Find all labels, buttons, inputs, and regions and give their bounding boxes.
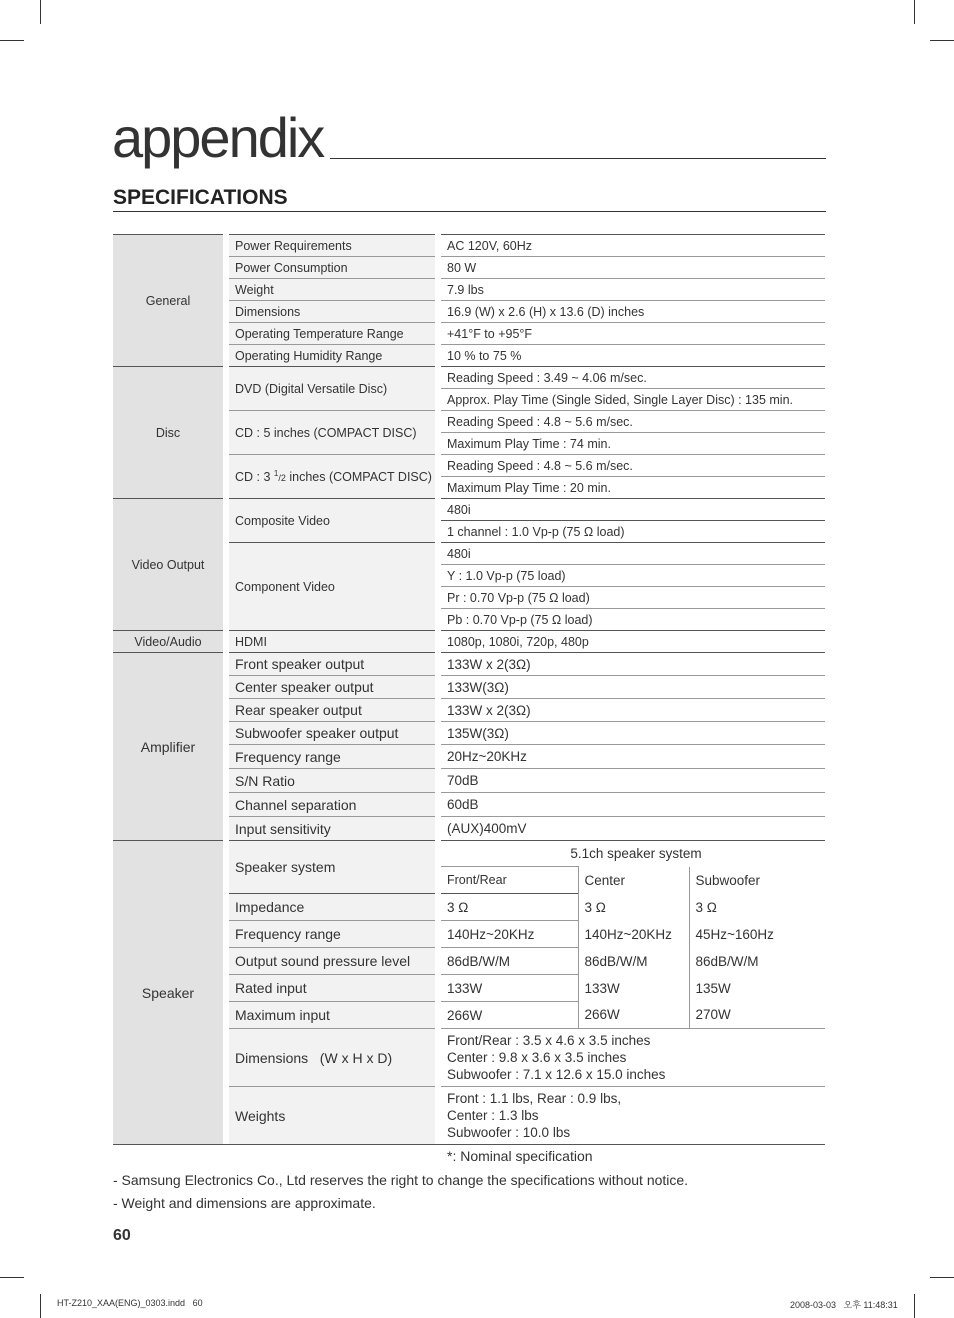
spec-value: 480i — [441, 543, 825, 565]
spec-value: 133W x 2(3Ω) — [441, 699, 825, 722]
spec-label: Subwoofer speaker output — [229, 722, 435, 745]
spec-label: Rated input — [229, 975, 435, 1002]
spec-label: Operating Humidity Range — [229, 345, 435, 367]
weight-line: Front : 1.1 lbs, Rear : 0.9 lbs, — [447, 1091, 622, 1106]
spec-value: (AUX)400mV — [441, 817, 825, 841]
dimension-line: Front/Rear : 3.5 x 4.6 x 3.5 inches — [447, 1033, 651, 1048]
crop-mark — [914, 1294, 915, 1318]
spec-value: 7.9 lbs — [441, 279, 825, 301]
spec-value — [441, 1029, 825, 1087]
spec-label: Weight — [229, 279, 435, 301]
category-video-audio: Video/Audio — [113, 631, 223, 653]
spec-value: Pb : 0.70 Vp-p (75 Ω load) — [441, 609, 825, 631]
spec-value: Reading Speed : 4.8 ~ 5.6 m/sec. — [441, 455, 825, 477]
spec-label: Center speaker output — [229, 676, 435, 699]
spec-label: Input sensitivity — [229, 817, 435, 841]
spec-value: 16.9 (W) x 2.6 (H) x 13.6 (D) inches — [441, 301, 825, 323]
spec-value — [441, 1087, 825, 1145]
spec-label: Channel separation — [229, 793, 435, 817]
dimension-line: Center : 9.8 x 3.6 x 3.5 inches — [447, 1050, 627, 1065]
column-header: Subwoofer — [689, 867, 825, 894]
table-row — [113, 841, 825, 867]
header-rule — [330, 158, 826, 159]
spec-value: 3 Ω — [441, 894, 578, 921]
section-rule — [113, 211, 826, 212]
crop-mark — [40, 1294, 41, 1318]
spec-label: Rear speaker output — [229, 699, 435, 722]
spec-value: 266W — [441, 1002, 578, 1029]
spec-label: Speaker system — [229, 841, 435, 894]
page-number: 60 — [113, 1227, 131, 1244]
footnote: - Weight and dimensions are approximate. — [113, 1195, 376, 1211]
crop-mark — [0, 1277, 24, 1278]
dimension-line: Subwoofer : 7.1 x 12.6 x 15.0 inches — [447, 1067, 666, 1082]
spec-label: Dimensions — [229, 301, 435, 323]
spec-value: 1 channel : 1.0 Vp-p (75 Ω load) — [441, 521, 825, 543]
spec-value: 266W — [578, 1002, 689, 1029]
category-disc: Disc — [113, 367, 223, 499]
category-general: General — [113, 235, 223, 367]
spec-value: 133W(3Ω) — [441, 676, 825, 699]
spec-label: Impedance — [229, 894, 435, 921]
spec-value: 70dB — [441, 769, 825, 793]
spec-value: Maximum Play Time : 20 min. — [441, 477, 825, 499]
category-video-output: Video Output — [113, 499, 223, 631]
spec-value: 86dB/W/M — [578, 948, 689, 975]
spec-label: Power Consumption — [229, 257, 435, 279]
spec-value: 133W — [441, 975, 578, 1002]
spec-value: 5.1ch speaker system — [441, 841, 825, 867]
crop-mark — [40, 0, 41, 24]
spec-value: 135W(3Ω) — [441, 722, 825, 745]
specifications-table — [113, 234, 825, 1145]
spec-label: Maximum input — [229, 1002, 435, 1029]
spec-label: Operating Temperature Range — [229, 323, 435, 345]
footer-file: HT-Z210_XAA(ENG)_0303.indd 60 — [57, 1298, 203, 1308]
spec-label: DVD (Digital Versatile Disc) — [229, 367, 435, 411]
category-speaker: Speaker — [113, 841, 223, 1145]
spec-value: Reading Speed : 4.8 ~ 5.6 m/sec. — [441, 411, 825, 433]
spec-value: Pr : 0.70 Vp-p (75 Ω load) — [441, 587, 825, 609]
spec-label: HDMI — [229, 631, 435, 653]
spec-value: 3 Ω — [689, 894, 825, 921]
category-amplifier: Amplifier — [113, 653, 223, 841]
table-row — [113, 499, 825, 521]
spec-value: 480i — [441, 499, 825, 521]
page-header-title: appendix — [112, 106, 324, 169]
crop-mark — [930, 1277, 954, 1278]
spec-label: Weights — [229, 1087, 435, 1145]
spec-label: Component Video — [229, 543, 435, 631]
spec-value: 133W — [578, 975, 689, 1002]
crop-mark — [930, 40, 954, 41]
section-title: SPECIFICATIONS — [113, 186, 288, 209]
spec-value: 3 Ω — [578, 894, 689, 921]
spec-value: 1080p, 1080i, 720p, 480p — [441, 631, 825, 653]
spec-value: 45Hz~160Hz — [689, 921, 825, 948]
spec-value: 140Hz~20KHz — [578, 921, 689, 948]
weight-line: Center : 1.3 lbs — [447, 1108, 539, 1123]
spec-value: 133W x 2(3Ω) — [441, 653, 825, 676]
footnote: - Samsung Electronics Co., Ltd reserves the right to change the specifications without notice. — [113, 1172, 689, 1188]
footer-date: 2008-03-03 오후 11:48:31 — [790, 1300, 898, 1310]
spec-label: CD : 5 inches (COMPACT DISC) — [229, 411, 435, 455]
spec-value: 60dB — [441, 793, 825, 817]
table-row — [113, 653, 825, 676]
spec-value: Reading Speed : 3.49 ~ 4.06 m/sec. — [441, 367, 825, 389]
spec-value: 86dB/W/M — [441, 948, 578, 975]
spec-label: Front speaker output — [229, 653, 435, 676]
nominal-note: *: Nominal specification — [447, 1148, 593, 1164]
spec-value: 140Hz~20KHz — [441, 921, 578, 948]
spec-label: Output sound pressure level — [229, 948, 435, 975]
crop-mark — [914, 0, 915, 24]
spec-value: 135W — [689, 975, 825, 1002]
spec-label: Frequency range — [229, 745, 435, 769]
crop-mark — [0, 40, 24, 41]
spec-value: +41°F to +95°F — [441, 323, 825, 345]
spec-value: 20Hz~20KHz — [441, 745, 825, 769]
spec-value: AC 120V, 60Hz — [441, 235, 825, 257]
spec-value: 80 W — [441, 257, 825, 279]
table-row — [113, 235, 825, 257]
column-header: Front/Rear — [441, 867, 578, 894]
column-header: Center — [578, 867, 689, 894]
spec-value: Approx. Play Time (Single Sided, Single Layer Disc) : 135 min. — [441, 389, 825, 411]
spec-value: 270W — [689, 1002, 825, 1029]
spec-label: Frequency range — [229, 921, 435, 948]
spec-label: Dimensions (W x H x D) — [229, 1029, 435, 1087]
spec-value: 10 % to 75 % — [441, 345, 825, 367]
spec-label: S/N Ratio — [229, 769, 435, 793]
table-row — [113, 631, 825, 653]
spec-label: CD : 3 $^1$/2 inches (COMPACT DISC) — [229, 455, 435, 499]
spec-value: 86dB/W/M — [689, 948, 825, 975]
spec-value: Y : 1.0 Vp-p (75 load) — [441, 565, 825, 587]
weight-line: Subwoofer : 10.0 lbs — [447, 1125, 571, 1140]
spec-label: Power Requirements — [229, 235, 435, 257]
table-row — [113, 367, 825, 389]
spec-label: Composite Video — [229, 499, 435, 543]
spec-value: Maximum Play Time : 74 min. — [441, 433, 825, 455]
